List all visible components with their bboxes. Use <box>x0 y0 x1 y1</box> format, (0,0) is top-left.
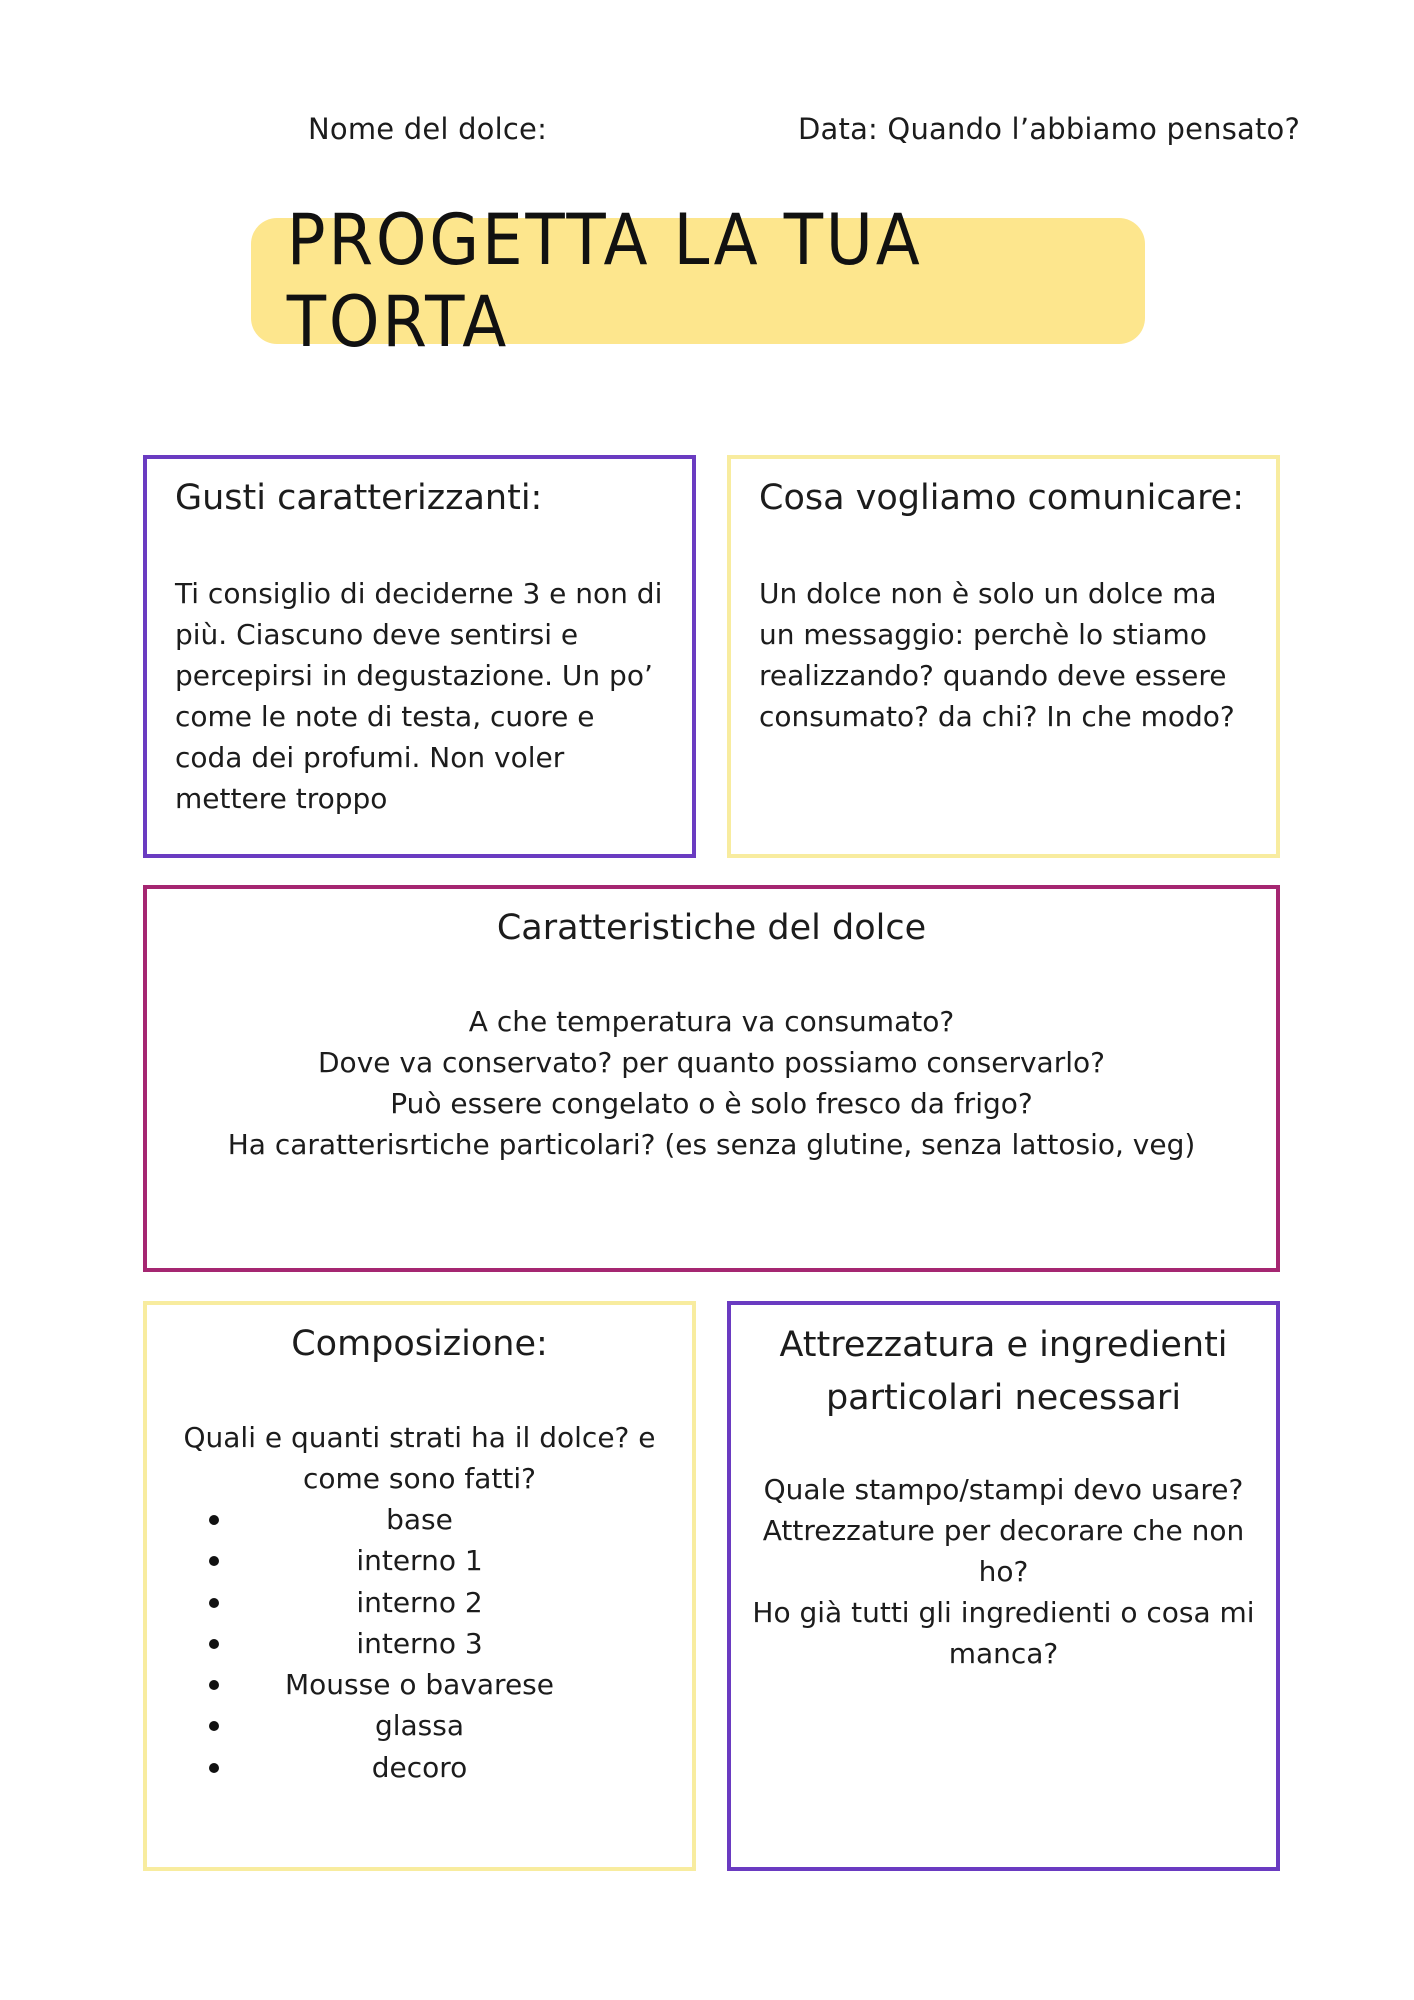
composizione-box <box>143 1301 696 1871</box>
list-item <box>167 1499 672 1540</box>
list-item-label: interno 1 <box>356 1544 483 1578</box>
bullet-icon <box>209 1680 219 1690</box>
list-item-label: interno 3 <box>356 1626 483 1660</box>
caratteristiche-line: Può essere congelato o è solo fresco da frigo? <box>390 1087 1033 1120</box>
list-item <box>167 1705 672 1746</box>
caratteristiche-box <box>143 885 1280 1272</box>
attrezzatura-text <box>751 1469 1256 1674</box>
bullet-icon <box>209 1515 219 1525</box>
bullet-icon <box>209 1721 219 1731</box>
date-label: Data: Quando l’abbiamo pensato? <box>798 112 1301 146</box>
attrezzatura-title: Attrezzatura e ingredienti particolari necessari <box>779 1325 1228 1418</box>
list-item-label: base <box>386 1503 453 1536</box>
list-item-label: glassa <box>374 1709 465 1743</box>
composizione-list <box>167 1499 672 1788</box>
page-title: PROGETTA LA TUA TORTA <box>286 199 923 363</box>
list-item-label: decoro <box>371 1750 468 1784</box>
bullet-icon <box>209 1556 219 1566</box>
composizione-intro: Quali e quanti strati ha il dolce? e come sono fatti? <box>183 1421 656 1495</box>
attrezzatura-box <box>727 1301 1280 1871</box>
list-item <box>167 1582 672 1623</box>
attrezzatura-line: Ho già tutti gli ingredienti o cosa mi manca? <box>752 1596 1255 1670</box>
composizione-title: Composizione: <box>291 1324 548 1364</box>
comunicare-title: Cosa vogliamo comunicare: <box>759 478 1245 518</box>
caratteristiche-text <box>167 1001 1256 1165</box>
bullet-icon <box>209 1598 219 1608</box>
list-item <box>167 1540 672 1581</box>
list-item <box>167 1623 672 1664</box>
attrezzatura-line: Attrezzature per decorare che non ho? <box>762 1514 1245 1588</box>
bullet-icon <box>209 1763 219 1773</box>
cake-name-label: Nome del dolce: <box>308 112 548 146</box>
list-item <box>167 1664 672 1705</box>
caratteristiche-title: Caratteristiche del dolce <box>496 908 927 948</box>
list-item-label: Mousse o bavarese <box>285 1668 554 1702</box>
comunicare-text: Un dolce non è solo un dolce ma un messaggio: perchè lo stiamo realizzando? quando deve essere consumato? da chi? In che modo? <box>759 577 1235 733</box>
caratteristiche-line: A che temperatura va consumato? <box>468 1005 955 1038</box>
list-item-label: interno 2 <box>356 1585 483 1619</box>
gusti-title: Gusti caratterizzanti: <box>175 478 543 518</box>
bullet-icon <box>209 1639 219 1649</box>
comunicare-box <box>727 455 1280 858</box>
gusti-box <box>143 455 696 858</box>
caratteristiche-line: Ha caratterisrtiche particolari? (es senza glutine, senza lattosio, veg) <box>227 1128 1196 1161</box>
gusti-text: Ti consiglio di deciderne 3 e non di più. Ciascuno deve sentirsi e percepirsi in degustazione. Un po’ come le note di testa, cuore e coda dei profumi. Non voler mettere troppo <box>175 577 663 815</box>
attrezzatura-line: Quale stampo/stampi devo usare? <box>763 1473 1244 1506</box>
list-item <box>167 1747 672 1788</box>
title-banner <box>251 199 1145 363</box>
caratteristiche-line: Dove va conservato? per quanto possiamo conservarlo? <box>318 1046 1105 1079</box>
